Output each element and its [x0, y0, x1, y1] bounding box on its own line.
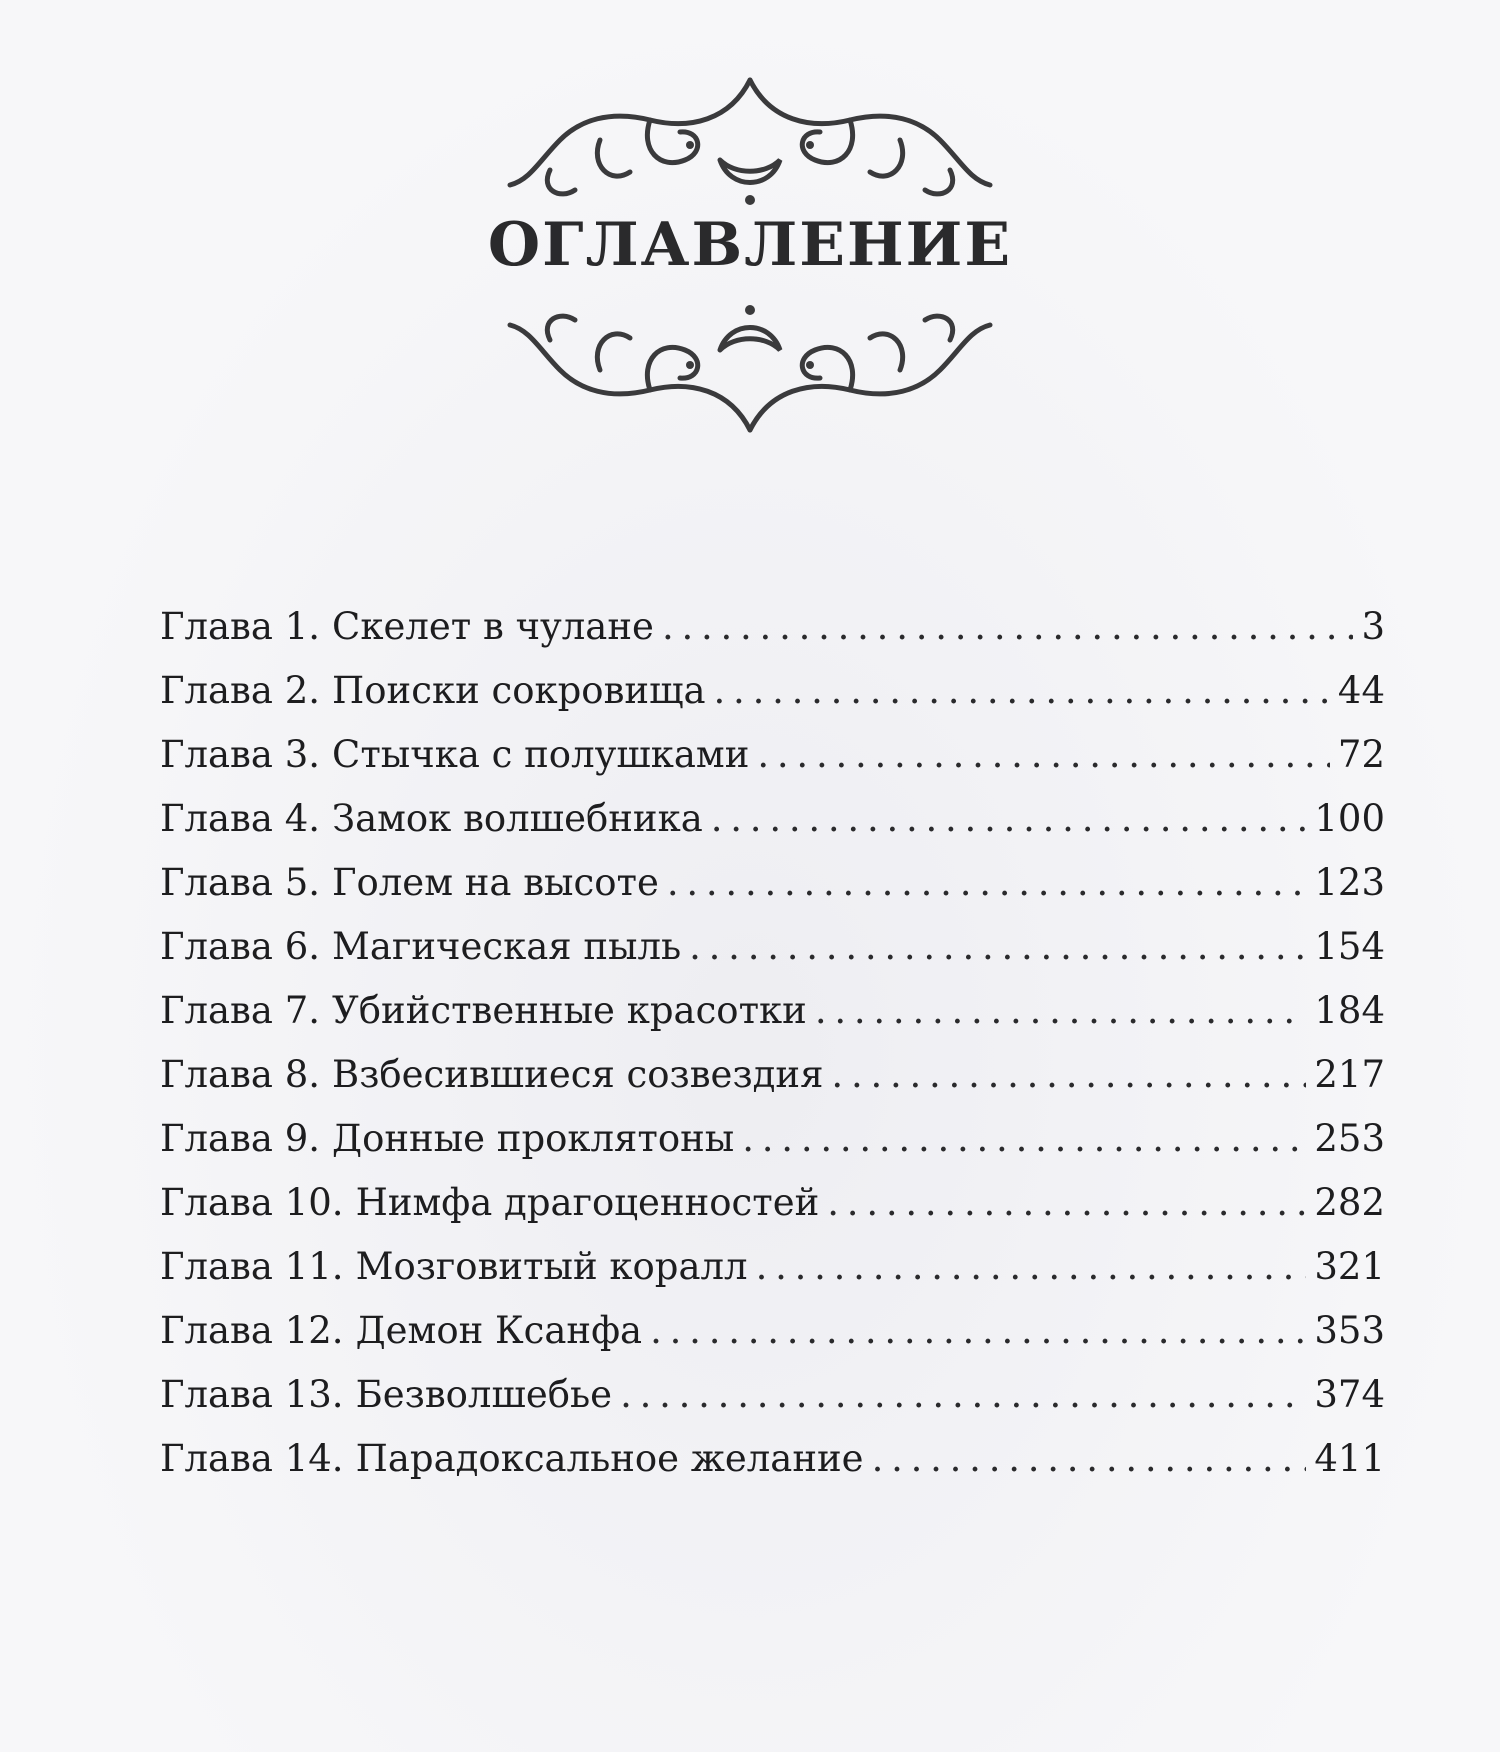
- chapter-label: Глава 8.: [160, 1053, 321, 1096]
- page-number: 374: [1314, 1373, 1385, 1416]
- chapter-title: Парадоксальное желание: [355, 1437, 864, 1480]
- table-of-contents: [160, 595, 1385, 1491]
- chapter-title: Мозговитый коралл: [355, 1245, 748, 1288]
- chapter-title: Поиски сокровища: [332, 669, 706, 712]
- dot-leader: [815, 979, 1307, 1043]
- page-number: 253: [1314, 1117, 1385, 1160]
- chapter-title: Донные проклятоны: [332, 1117, 735, 1160]
- page-number: 3: [1361, 605, 1385, 648]
- chapter-title: Демон Ксанфа: [355, 1309, 643, 1352]
- page-number: 72: [1337, 733, 1385, 776]
- page-number: 123: [1314, 861, 1385, 904]
- chapter-label: Глава 13.: [160, 1373, 344, 1416]
- dot-leader: [620, 1363, 1306, 1427]
- bottom-ornament-icon: [490, 300, 1010, 450]
- toc-entry[interactable]: [160, 915, 1385, 979]
- dot-leader: [689, 915, 1306, 979]
- chapter-label: Глава 12.: [160, 1309, 344, 1352]
- page-number: 353: [1314, 1309, 1385, 1352]
- dot-leader: [757, 723, 1330, 787]
- dot-leader: [872, 1427, 1307, 1491]
- dot-leader: [756, 1235, 1307, 1299]
- toc-entry[interactable]: [160, 1427, 1385, 1491]
- chapter-title: Магическая пыль: [332, 925, 682, 968]
- chapter-title: Замок волшебника: [332, 797, 703, 840]
- toc-entry[interactable]: [160, 979, 1385, 1043]
- toc-entry[interactable]: [160, 787, 1385, 851]
- page-number: 321: [1314, 1245, 1385, 1288]
- chapter-label: Глава 9.: [160, 1117, 321, 1160]
- chapter-title: Безволшебье: [355, 1373, 613, 1416]
- chapter-title: Голем на высоте: [332, 861, 659, 904]
- toc-entry[interactable]: [160, 851, 1385, 915]
- dot-leader: [711, 787, 1307, 851]
- toc-entry[interactable]: [160, 1299, 1385, 1363]
- dot-leader: [714, 659, 1330, 723]
- chapter-title: Скелет в чулане: [332, 605, 654, 648]
- page-number: 411: [1314, 1437, 1385, 1480]
- dot-leader: [831, 1043, 1306, 1107]
- page-number: 184: [1314, 989, 1385, 1032]
- chapter-label: Глава 11.: [160, 1245, 344, 1288]
- page-title: ОГЛАВЛЕНИЕ: [487, 210, 1013, 280]
- toc-entry[interactable]: [160, 723, 1385, 787]
- chapter-title: Убийственные красотки: [332, 989, 807, 1032]
- chapter-label: Глава 2.: [160, 669, 321, 712]
- page-number: 217: [1314, 1053, 1385, 1096]
- dot-leader: [662, 595, 1354, 659]
- chapter-label: Глава 14.: [160, 1437, 344, 1480]
- dot-leader: [667, 851, 1307, 915]
- toc-entry[interactable]: [160, 1171, 1385, 1235]
- toc-entry[interactable]: [160, 595, 1385, 659]
- chapter-title: Взбесившиеся созвездия: [332, 1053, 824, 1096]
- page-number: 44: [1337, 669, 1385, 712]
- chapter-label: Глава 10.: [160, 1181, 344, 1224]
- dot-leader: [650, 1299, 1306, 1363]
- chapter-title: Нимфа драгоценностей: [355, 1181, 820, 1224]
- page-number: 154: [1314, 925, 1385, 968]
- chapter-title: Стычка с полушками: [332, 733, 750, 776]
- chapter-label: Глава 5.: [160, 861, 321, 904]
- top-ornament-icon: [490, 60, 1010, 210]
- chapter-label: Глава 3.: [160, 733, 321, 776]
- chapter-label: Глава 1.: [160, 605, 321, 648]
- toc-entry[interactable]: [160, 1363, 1385, 1427]
- toc-entry[interactable]: [160, 659, 1385, 723]
- page-number: 100: [1314, 797, 1385, 840]
- chapter-label: Глава 6.: [160, 925, 321, 968]
- toc-entry[interactable]: [160, 1107, 1385, 1171]
- toc-entry[interactable]: [160, 1043, 1385, 1107]
- dot-leader: [827, 1171, 1306, 1235]
- toc-entry[interactable]: [160, 1235, 1385, 1299]
- page-number: 282: [1314, 1181, 1385, 1224]
- dot-leader: [742, 1107, 1306, 1171]
- chapter-label: Глава 7.: [160, 989, 321, 1032]
- chapter-label: Глава 4.: [160, 797, 321, 840]
